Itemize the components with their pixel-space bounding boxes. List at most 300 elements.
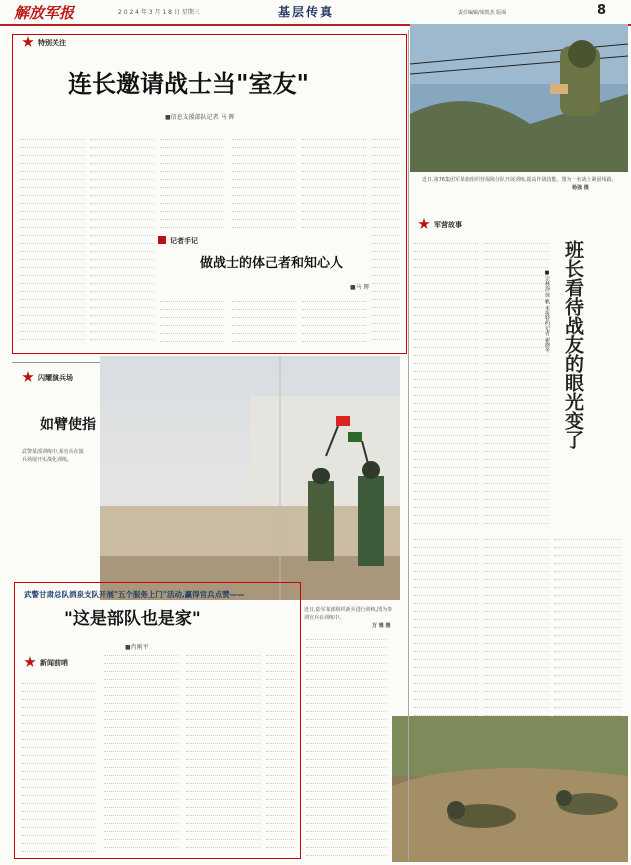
text-line bbox=[22, 748, 96, 756]
text-line bbox=[414, 244, 478, 252]
text-line bbox=[20, 300, 84, 308]
text-line bbox=[160, 318, 224, 326]
text-line bbox=[414, 700, 478, 708]
text-line bbox=[372, 252, 400, 260]
text-line bbox=[484, 484, 548, 492]
text-line bbox=[22, 740, 96, 748]
text-line bbox=[414, 564, 478, 572]
text-line bbox=[414, 660, 478, 668]
article3-col4 bbox=[484, 532, 548, 732]
text-line bbox=[20, 268, 84, 276]
text-line bbox=[232, 132, 296, 140]
text-line bbox=[414, 596, 478, 604]
text-line bbox=[302, 148, 366, 156]
text-line bbox=[186, 848, 260, 852]
text-line bbox=[484, 244, 548, 252]
text-line bbox=[266, 648, 294, 656]
text-line bbox=[554, 684, 620, 692]
article2-kicker: 武警甘肃总队洒泉支队开展"五个服务上门"活动,赢得官兵点赞—— bbox=[24, 590, 245, 599]
text-line bbox=[484, 412, 548, 420]
text-line bbox=[554, 692, 620, 700]
text-line bbox=[302, 342, 366, 346]
text-line bbox=[232, 294, 296, 302]
text-line bbox=[20, 220, 84, 228]
text-line bbox=[372, 236, 400, 244]
text-line bbox=[484, 596, 548, 604]
text-line bbox=[20, 252, 84, 260]
text-line bbox=[414, 652, 478, 660]
text-line bbox=[90, 284, 154, 292]
photo-lineman bbox=[410, 24, 628, 172]
article2-col5 bbox=[306, 632, 386, 857]
text-line bbox=[104, 656, 178, 664]
text-line bbox=[554, 580, 620, 588]
text-line bbox=[306, 840, 386, 848]
text-line bbox=[414, 708, 478, 716]
text-line bbox=[90, 140, 154, 148]
text-line bbox=[266, 736, 294, 744]
text-line bbox=[372, 340, 400, 346]
text-line bbox=[22, 828, 96, 836]
text-line bbox=[186, 696, 260, 704]
text-line bbox=[372, 164, 400, 172]
text-line bbox=[302, 294, 366, 302]
text-line bbox=[414, 340, 478, 348]
text-line bbox=[414, 284, 478, 292]
article1-col5 bbox=[302, 132, 366, 232]
text-line bbox=[20, 180, 84, 188]
text-line bbox=[484, 540, 548, 548]
text-line bbox=[22, 780, 96, 788]
text-line bbox=[186, 792, 260, 800]
text-line bbox=[90, 164, 154, 172]
article1-col1 bbox=[20, 132, 84, 346]
text-line bbox=[306, 704, 386, 712]
text-line bbox=[232, 228, 296, 232]
text-line bbox=[372, 228, 400, 236]
text-line bbox=[104, 672, 178, 680]
text-line bbox=[104, 688, 178, 696]
text-line bbox=[20, 140, 84, 148]
photo-top-caption: 近日,第76集团军某旅组织营保障分队开展训练,提高作战技能。图为一名战士紧固线路。 bbox=[422, 177, 617, 183]
text-line bbox=[104, 816, 178, 824]
text-line bbox=[90, 260, 154, 268]
text-line bbox=[372, 180, 400, 188]
text-line bbox=[22, 812, 96, 820]
text-line bbox=[306, 760, 386, 768]
text-line bbox=[302, 172, 366, 180]
text-line bbox=[372, 292, 400, 300]
text-line bbox=[232, 148, 296, 156]
text-line bbox=[160, 294, 224, 302]
text-line bbox=[186, 744, 260, 752]
sidebar-caption: 武警某部训练中,某官兵在演兵场展开实战化训练。 bbox=[22, 449, 84, 463]
text-line bbox=[266, 848, 294, 852]
text-line bbox=[104, 848, 178, 852]
text-line bbox=[266, 720, 294, 728]
text-line bbox=[104, 752, 178, 760]
text-line bbox=[90, 148, 154, 156]
text-line bbox=[372, 140, 400, 148]
text-line bbox=[554, 556, 620, 564]
sidebar-title[interactable]: 如臂使指 bbox=[40, 417, 96, 433]
text-line bbox=[22, 724, 96, 732]
text-line bbox=[20, 276, 84, 284]
text-line bbox=[20, 196, 84, 204]
text-line bbox=[414, 468, 478, 476]
text-line bbox=[414, 548, 478, 556]
text-line bbox=[414, 508, 478, 516]
photo-training-flags bbox=[100, 356, 400, 600]
text-line bbox=[372, 220, 400, 228]
text-line bbox=[414, 388, 478, 396]
sidebar-tag: 闪耀演兵场 bbox=[38, 374, 73, 382]
text-line bbox=[414, 500, 478, 508]
text-line bbox=[160, 342, 224, 346]
text-line bbox=[20, 316, 84, 324]
text-line bbox=[372, 212, 400, 220]
text-line bbox=[484, 620, 548, 628]
text-line bbox=[484, 492, 548, 500]
editor-credits: 责任编辑/梁凯杰 版面 bbox=[458, 10, 507, 16]
text-line bbox=[414, 628, 478, 636]
text-line bbox=[186, 736, 260, 744]
text-line bbox=[414, 324, 478, 332]
text-line bbox=[90, 228, 154, 236]
text-line bbox=[484, 564, 548, 572]
text-line bbox=[22, 692, 96, 700]
article2-col3 bbox=[186, 648, 260, 852]
text-line bbox=[554, 532, 620, 540]
text-line bbox=[414, 268, 478, 276]
issue-date: 2 0 2 4 年 3 月 1 8 日 星期三 bbox=[118, 9, 200, 16]
text-line bbox=[484, 292, 548, 300]
text-line bbox=[302, 318, 366, 326]
article2-col1 bbox=[22, 676, 96, 852]
text-line bbox=[160, 172, 224, 180]
text-line bbox=[186, 720, 260, 728]
text-line bbox=[306, 672, 386, 680]
text-line bbox=[22, 804, 96, 812]
article3-title[interactable]: 班长看待战友的眼光变了 bbox=[562, 240, 584, 449]
article2-byline: ■肖刚平 bbox=[125, 644, 149, 651]
article1-sub-byline: ■马 晖 bbox=[350, 284, 370, 291]
text-line bbox=[484, 364, 548, 372]
text-line bbox=[414, 636, 478, 644]
text-line bbox=[266, 664, 294, 672]
text-line bbox=[104, 824, 178, 832]
text-line bbox=[186, 712, 260, 720]
text-line bbox=[414, 532, 478, 540]
text-line bbox=[414, 676, 478, 684]
text-line bbox=[554, 644, 620, 652]
text-line bbox=[20, 172, 84, 180]
text-line bbox=[484, 628, 548, 636]
text-line bbox=[414, 620, 478, 628]
text-line bbox=[22, 732, 96, 740]
text-line bbox=[232, 204, 296, 212]
text-line bbox=[306, 640, 386, 648]
text-line bbox=[302, 164, 366, 172]
text-line bbox=[20, 244, 84, 252]
text-line bbox=[554, 620, 620, 628]
text-line bbox=[414, 476, 478, 484]
text-line bbox=[414, 260, 478, 268]
text-line bbox=[232, 188, 296, 196]
text-line bbox=[554, 612, 620, 620]
text-line bbox=[414, 692, 478, 700]
text-line bbox=[90, 220, 154, 228]
text-line bbox=[232, 220, 296, 228]
text-line bbox=[306, 832, 386, 840]
text-line bbox=[414, 452, 478, 460]
text-line bbox=[20, 332, 84, 340]
article1-col6 bbox=[372, 132, 400, 346]
text-line bbox=[306, 632, 386, 640]
text-line bbox=[372, 156, 400, 164]
text-line bbox=[484, 580, 548, 588]
text-line bbox=[484, 708, 548, 716]
text-line bbox=[104, 736, 178, 744]
text-line bbox=[414, 484, 478, 492]
text-line bbox=[266, 808, 294, 816]
text-line bbox=[232, 140, 296, 148]
article1-note-col3 bbox=[302, 294, 366, 346]
text-line bbox=[104, 704, 178, 712]
text-line bbox=[186, 832, 260, 840]
text-line bbox=[414, 428, 478, 436]
text-line bbox=[554, 668, 620, 676]
text-line bbox=[232, 212, 296, 220]
article2-title[interactable]: "这是部队也是家" bbox=[64, 609, 201, 629]
text-line bbox=[22, 716, 96, 724]
text-line bbox=[20, 212, 84, 220]
text-line bbox=[414, 580, 478, 588]
text-line bbox=[104, 768, 178, 776]
text-line bbox=[104, 800, 178, 808]
text-line bbox=[160, 326, 224, 334]
text-line bbox=[186, 752, 260, 760]
text-line bbox=[90, 236, 154, 244]
text-line bbox=[104, 776, 178, 784]
text-line bbox=[266, 784, 294, 792]
text-line bbox=[414, 524, 478, 526]
text-line bbox=[302, 334, 366, 342]
text-line bbox=[160, 156, 224, 164]
text-line bbox=[20, 340, 84, 346]
text-line bbox=[414, 292, 478, 300]
star-icon bbox=[418, 218, 430, 230]
text-line bbox=[484, 452, 548, 460]
text-line bbox=[232, 172, 296, 180]
text-line bbox=[160, 188, 224, 196]
text-line bbox=[104, 784, 178, 792]
text-line bbox=[484, 332, 548, 340]
text-line bbox=[104, 728, 178, 736]
text-line bbox=[232, 156, 296, 164]
text-line bbox=[22, 700, 96, 708]
text-line bbox=[306, 776, 386, 784]
text-line bbox=[484, 500, 548, 508]
text-line bbox=[484, 468, 548, 476]
text-line bbox=[414, 276, 478, 284]
text-line bbox=[484, 428, 548, 436]
text-line bbox=[232, 318, 296, 326]
text-line bbox=[90, 316, 154, 324]
text-line bbox=[22, 764, 96, 772]
text-line bbox=[20, 148, 84, 156]
text-line bbox=[414, 556, 478, 564]
text-line bbox=[414, 572, 478, 580]
text-line bbox=[414, 252, 478, 260]
text-line bbox=[554, 540, 620, 548]
text-line bbox=[90, 156, 154, 164]
text-line bbox=[90, 172, 154, 180]
text-line bbox=[302, 228, 366, 232]
text-line bbox=[372, 316, 400, 324]
text-line bbox=[484, 268, 548, 276]
text-line bbox=[484, 660, 548, 668]
text-line bbox=[306, 656, 386, 664]
text-line bbox=[306, 744, 386, 752]
text-line bbox=[90, 196, 154, 204]
text-line bbox=[484, 444, 548, 452]
text-line bbox=[306, 720, 386, 728]
text-line bbox=[22, 820, 96, 828]
text-line bbox=[484, 644, 548, 652]
text-line bbox=[266, 800, 294, 808]
text-line bbox=[160, 212, 224, 220]
text-line bbox=[186, 704, 260, 712]
text-line bbox=[104, 808, 178, 816]
text-line bbox=[484, 340, 548, 348]
text-line bbox=[232, 196, 296, 204]
text-line bbox=[414, 236, 478, 244]
text-line bbox=[20, 324, 84, 332]
text-line bbox=[306, 696, 386, 704]
text-line bbox=[414, 516, 478, 524]
article1-col2 bbox=[90, 132, 154, 346]
text-line bbox=[22, 708, 96, 716]
text-line bbox=[414, 396, 478, 404]
text-line bbox=[372, 172, 400, 180]
text-line bbox=[186, 840, 260, 848]
text-line bbox=[186, 824, 260, 832]
text-line bbox=[414, 332, 478, 340]
text-line bbox=[186, 784, 260, 792]
text-line bbox=[266, 712, 294, 720]
article3-col3 bbox=[414, 532, 478, 732]
text-line bbox=[266, 760, 294, 768]
text-line bbox=[484, 404, 548, 412]
text-line bbox=[484, 460, 548, 468]
text-line bbox=[484, 372, 548, 380]
text-line bbox=[372, 284, 400, 292]
text-line bbox=[484, 556, 548, 564]
photo-crawling-soldiers bbox=[392, 716, 628, 862]
text-line bbox=[306, 736, 386, 744]
article1-tag: 特别关注 bbox=[38, 39, 66, 47]
text-line bbox=[554, 596, 620, 604]
text-line bbox=[414, 444, 478, 452]
text-line bbox=[484, 676, 548, 684]
text-line bbox=[484, 572, 548, 580]
text-line bbox=[414, 356, 478, 364]
text-line bbox=[266, 752, 294, 760]
text-line bbox=[484, 324, 548, 332]
text-line bbox=[306, 688, 386, 696]
text-line bbox=[160, 140, 224, 148]
text-line bbox=[104, 720, 178, 728]
text-line bbox=[302, 204, 366, 212]
text-line bbox=[372, 260, 400, 268]
text-line bbox=[90, 300, 154, 308]
text-line bbox=[266, 688, 294, 696]
text-line bbox=[104, 680, 178, 688]
text-line bbox=[20, 236, 84, 244]
text-line bbox=[484, 308, 548, 316]
text-line bbox=[160, 180, 224, 188]
text-line bbox=[306, 680, 386, 688]
text-line bbox=[186, 672, 260, 680]
text-line bbox=[232, 326, 296, 334]
text-line bbox=[484, 396, 548, 404]
text-line bbox=[186, 800, 260, 808]
text-line bbox=[302, 310, 366, 318]
text-line bbox=[554, 588, 620, 596]
text-line bbox=[414, 404, 478, 412]
text-line bbox=[186, 656, 260, 664]
text-line bbox=[414, 348, 478, 356]
text-line bbox=[20, 284, 84, 292]
text-line bbox=[186, 760, 260, 768]
text-line bbox=[484, 692, 548, 700]
text-line bbox=[90, 276, 154, 284]
text-line bbox=[414, 588, 478, 596]
text-line bbox=[104, 792, 178, 800]
text-line bbox=[372, 132, 400, 140]
text-line bbox=[306, 848, 386, 856]
text-line bbox=[306, 768, 386, 776]
text-line bbox=[414, 420, 478, 428]
text-line bbox=[90, 188, 154, 196]
article3-col2 bbox=[484, 236, 548, 526]
text-line bbox=[22, 796, 96, 804]
text-line bbox=[302, 196, 366, 204]
text-line bbox=[22, 676, 96, 684]
text-line bbox=[186, 816, 260, 824]
text-line bbox=[372, 300, 400, 308]
text-line bbox=[484, 524, 548, 526]
text-line bbox=[160, 196, 224, 204]
text-line bbox=[302, 212, 366, 220]
text-line bbox=[554, 700, 620, 708]
text-line bbox=[306, 752, 386, 760]
article2-tag: 新闻前哨 bbox=[40, 659, 68, 667]
article1-subtitle[interactable]: 做战士的体己者和知心人 bbox=[200, 256, 344, 271]
text-line bbox=[90, 332, 154, 340]
text-line bbox=[302, 140, 366, 148]
text-line bbox=[554, 708, 620, 716]
article1-title[interactable]: 连长邀请战士当"室友" bbox=[68, 69, 310, 98]
text-line bbox=[20, 260, 84, 268]
text-line bbox=[266, 680, 294, 688]
text-line bbox=[414, 380, 478, 388]
text-line bbox=[372, 308, 400, 316]
text-line bbox=[554, 604, 620, 612]
text-line bbox=[484, 548, 548, 556]
text-line bbox=[232, 334, 296, 342]
